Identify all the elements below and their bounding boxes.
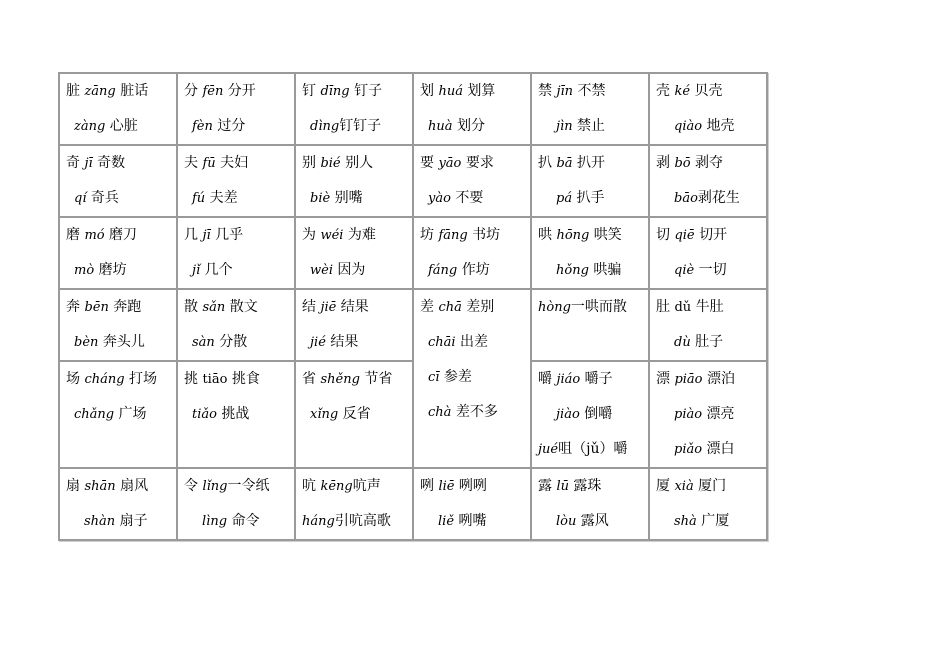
example-word: 吭声 bbox=[352, 478, 381, 494]
cell-line bbox=[650, 181, 766, 216]
table-cell bbox=[649, 73, 767, 145]
cell-line bbox=[650, 146, 766, 181]
pinyin-text: dīng bbox=[320, 84, 350, 99]
pinyin-text: piāo bbox=[674, 372, 703, 387]
example-word: 漂亮 bbox=[702, 406, 735, 422]
cell-line bbox=[650, 469, 766, 504]
example-word: 奔跑 bbox=[108, 299, 142, 315]
example-word: 过分 bbox=[212, 118, 246, 134]
character-text: 场 bbox=[66, 371, 85, 387]
example-word: 漂泊 bbox=[702, 371, 735, 387]
character-text: 散 bbox=[184, 299, 203, 315]
cell-line bbox=[178, 181, 294, 216]
cell-line bbox=[414, 253, 530, 288]
example-word: 咀（jǔ）嚼 bbox=[558, 441, 628, 457]
cell-line bbox=[532, 469, 648, 504]
cell-line bbox=[296, 290, 412, 325]
example-word: 挑食 bbox=[227, 371, 260, 387]
pinyin-text: lòu bbox=[556, 514, 577, 529]
character-text: 夫 bbox=[184, 155, 203, 171]
example-word: 划分 bbox=[452, 118, 485, 134]
table-cell bbox=[649, 361, 767, 468]
cell-line bbox=[296, 74, 412, 109]
example-word: 为难 bbox=[343, 227, 376, 243]
cell-line bbox=[414, 218, 530, 253]
pinyin-text: qí bbox=[74, 191, 87, 206]
pinyin-text: shěng bbox=[320, 372, 360, 387]
table-cell bbox=[413, 73, 531, 145]
cell-line bbox=[296, 362, 412, 397]
pinyin-text: cháng bbox=[84, 372, 125, 387]
pinyin-text: wéi bbox=[320, 228, 344, 243]
example-word: 切开 bbox=[694, 227, 728, 243]
cell-line bbox=[60, 325, 176, 360]
cell-line bbox=[532, 181, 648, 216]
cell-line bbox=[414, 325, 530, 360]
table-cell bbox=[177, 289, 295, 361]
example-word: 分开 bbox=[223, 83, 256, 99]
cell-line bbox=[178, 362, 294, 397]
example-word: 磨坊 bbox=[94, 262, 127, 278]
cell-line bbox=[650, 362, 766, 397]
table-cell bbox=[295, 361, 413, 468]
pinyin-text: xià bbox=[674, 479, 694, 494]
cell-line bbox=[650, 397, 766, 432]
example-word: 贝壳 bbox=[690, 83, 723, 99]
pinyin-text: bié bbox=[320, 156, 341, 171]
character-text: 结 bbox=[302, 299, 321, 315]
pinyin-text: hòng bbox=[538, 300, 571, 315]
cell-line bbox=[414, 181, 530, 216]
example-word: 磨刀 bbox=[104, 227, 138, 243]
pinyin-text: shàn bbox=[84, 514, 116, 529]
cell-line bbox=[650, 504, 766, 539]
example-word: 参差 bbox=[439, 369, 472, 385]
example-word: 不禁 bbox=[573, 83, 606, 99]
example-word: 剥花生 bbox=[697, 190, 740, 206]
pinyin-text: liě bbox=[438, 514, 455, 529]
example-word: 不要 bbox=[450, 190, 484, 206]
cell-line bbox=[60, 504, 176, 539]
character-text: 脏 bbox=[66, 83, 85, 99]
table-cell bbox=[59, 73, 177, 145]
cell-line bbox=[532, 362, 648, 397]
cell-line bbox=[296, 109, 412, 144]
table-cell bbox=[177, 73, 295, 145]
example-word: 奇兵 bbox=[86, 190, 119, 206]
example-word: 扒手 bbox=[572, 190, 605, 206]
pinyin-text: liē bbox=[438, 479, 455, 494]
character-text: 奔 bbox=[66, 299, 85, 315]
cell-line bbox=[178, 218, 294, 253]
pinyin-text: chǎng bbox=[74, 407, 115, 422]
pinyin-text: jiào bbox=[556, 407, 580, 422]
pinyin-text: fāng bbox=[438, 228, 468, 243]
pinyin-text: fáng bbox=[428, 263, 458, 278]
pinyin-text: dù bbox=[674, 335, 691, 350]
example-word: 结果 bbox=[325, 334, 359, 350]
cell-line bbox=[650, 74, 766, 109]
character-text: 哄 bbox=[538, 227, 557, 243]
example-word: 广厦 bbox=[696, 513, 730, 529]
cell-line bbox=[178, 253, 294, 288]
cell-line bbox=[650, 325, 766, 360]
cell-line bbox=[414, 504, 530, 539]
table-cell bbox=[649, 145, 767, 217]
cell-line bbox=[414, 360, 530, 395]
cell-line bbox=[532, 146, 648, 181]
table-cell bbox=[177, 468, 295, 540]
table-cell bbox=[531, 289, 649, 361]
character-text: 吭 bbox=[302, 478, 321, 494]
pinyin-text: qiē bbox=[674, 228, 695, 243]
example-word: 广场 bbox=[114, 406, 147, 422]
pinyin-text: hǒng bbox=[556, 263, 589, 278]
example-word: 扇子 bbox=[115, 513, 148, 529]
character-text: 扒 bbox=[538, 155, 557, 171]
example-word: 脏话 bbox=[115, 83, 149, 99]
character-text: 扇 bbox=[66, 478, 85, 494]
pinyin-text: fū bbox=[202, 156, 216, 171]
pinyin-text: zāng bbox=[84, 84, 116, 99]
cell-line bbox=[650, 218, 766, 253]
cell-line bbox=[60, 253, 176, 288]
table-cell bbox=[295, 217, 413, 289]
table-cell bbox=[59, 361, 177, 468]
cell-line bbox=[178, 109, 294, 144]
cell-line bbox=[414, 290, 530, 325]
example-word: 地壳 bbox=[702, 118, 735, 134]
cell-line bbox=[60, 290, 176, 325]
cell-line bbox=[532, 218, 648, 253]
pinyin-text: yāo bbox=[438, 156, 462, 171]
character-text: 奇 bbox=[66, 155, 85, 171]
character-text: 挑 bbox=[184, 371, 203, 387]
example-word: 哄骗 bbox=[588, 262, 622, 278]
table-row bbox=[59, 468, 767, 540]
example-word: 差别 bbox=[461, 299, 495, 315]
character-text: 几 bbox=[184, 227, 203, 243]
cell-line bbox=[296, 146, 412, 181]
table-cell bbox=[649, 468, 767, 540]
character-text: 禁 bbox=[538, 83, 557, 99]
table-cell bbox=[413, 145, 531, 217]
example-word: 倒嚼 bbox=[579, 406, 613, 422]
pinyin-text: jī bbox=[84, 156, 93, 171]
pinyin-text: mò bbox=[74, 263, 95, 278]
character-text: 为 bbox=[302, 227, 321, 243]
cell-line bbox=[532, 504, 648, 539]
pinyin-text: mó bbox=[84, 228, 105, 243]
table-cell bbox=[59, 289, 177, 361]
pinyin-text: bāo bbox=[674, 191, 698, 206]
pinyin-text: fēn bbox=[202, 84, 224, 99]
cell-line bbox=[532, 253, 648, 288]
cell-line bbox=[414, 469, 530, 504]
pinyin-text: piǎo bbox=[674, 442, 703, 457]
example-word: 几乎 bbox=[210, 227, 244, 243]
example-word: 钉子 bbox=[349, 83, 383, 99]
table-cell bbox=[295, 468, 413, 540]
character-text: 厦 bbox=[656, 478, 675, 494]
cell-line bbox=[296, 325, 412, 360]
example-word: 作坊 bbox=[457, 262, 490, 278]
table-cell bbox=[295, 73, 413, 145]
character-text: 咧 bbox=[420, 478, 439, 494]
example-word: 钉钉子 bbox=[339, 118, 382, 134]
pinyin-text: jié bbox=[310, 335, 326, 350]
example-word: 剥夺 bbox=[690, 155, 724, 171]
cell-line bbox=[532, 74, 648, 109]
pinyin-text: lū bbox=[556, 479, 569, 494]
example-word: 别嘴 bbox=[330, 190, 363, 206]
pinyin-text: lǐng bbox=[202, 479, 228, 494]
pinyin-text: fèn bbox=[192, 119, 213, 134]
example-word: 扇风 bbox=[115, 478, 149, 494]
example-word: 因为 bbox=[332, 262, 366, 278]
pinyin-text: qiào bbox=[674, 119, 703, 134]
cell-line bbox=[532, 290, 648, 325]
pinyin-text: dǔ bbox=[674, 300, 692, 315]
character-text: 嚼 bbox=[538, 371, 557, 387]
pinyin-text: zàng bbox=[74, 119, 106, 134]
example-word: 别人 bbox=[340, 155, 374, 171]
pinyin-text: qiè bbox=[674, 263, 695, 278]
character-text: 令 bbox=[184, 478, 203, 494]
example-word: 一切 bbox=[694, 262, 727, 278]
pinyin-text: shān bbox=[84, 479, 116, 494]
character-text: 漂 bbox=[656, 371, 675, 387]
pinyin-text: wèi bbox=[310, 263, 333, 278]
example-word: 露珠 bbox=[568, 478, 602, 494]
pinyin-text: jiáo bbox=[556, 372, 581, 387]
polyphone-table bbox=[58, 72, 768, 541]
character-text: 省 bbox=[302, 371, 321, 387]
example-word: 一哄而散 bbox=[570, 299, 627, 315]
example-word: 要求 bbox=[461, 155, 494, 171]
pinyin-text: jiē bbox=[320, 300, 337, 315]
example-word: 命令 bbox=[227, 513, 260, 529]
example-word: 划算 bbox=[462, 83, 496, 99]
table-cell bbox=[531, 73, 649, 145]
cell-line bbox=[650, 109, 766, 144]
pinyin-text: hōng bbox=[556, 228, 590, 243]
pinyin-text: bā bbox=[556, 156, 573, 171]
table-cell bbox=[59, 217, 177, 289]
pinyin-text: huá bbox=[438, 84, 463, 99]
example-word: 厦门 bbox=[693, 478, 727, 494]
table-cell bbox=[413, 217, 531, 289]
pinyin-text: pá bbox=[556, 191, 573, 206]
table-cell bbox=[177, 217, 295, 289]
cell-line bbox=[532, 432, 648, 467]
example-word: 分散 bbox=[214, 334, 248, 350]
cell-line bbox=[296, 397, 412, 432]
table-cell bbox=[531, 145, 649, 217]
example-word: 差不多 bbox=[451, 404, 498, 420]
example-word: 出差 bbox=[455, 334, 489, 350]
pinyin-text: sàn bbox=[192, 335, 215, 350]
pinyin-text: jǐ bbox=[192, 263, 201, 278]
cell-line bbox=[650, 432, 766, 467]
example-word: 奇数 bbox=[92, 155, 126, 171]
example-word: 牛肚 bbox=[691, 299, 724, 315]
cell-line bbox=[178, 74, 294, 109]
cell-line bbox=[650, 290, 766, 325]
pinyin-text: ké bbox=[674, 84, 691, 99]
pinyin-text: chāi bbox=[428, 335, 456, 350]
cell-line bbox=[178, 146, 294, 181]
pinyin-text: xǐng bbox=[310, 407, 339, 422]
cell-line bbox=[296, 218, 412, 253]
example-word: 打场 bbox=[124, 371, 158, 387]
character-text: 分 bbox=[184, 83, 203, 99]
character-text: 钉 bbox=[302, 83, 321, 99]
character-text: 剥 bbox=[656, 155, 675, 171]
character-text: 壳 bbox=[656, 83, 675, 99]
character-text: 肚 bbox=[656, 299, 675, 315]
pinyin-text: tiǎo bbox=[192, 407, 217, 422]
example-word: 咧嘴 bbox=[454, 513, 487, 529]
pinyin-text: cī bbox=[428, 370, 440, 385]
example-word: 一令纸 bbox=[227, 478, 270, 494]
table-cell bbox=[531, 217, 649, 289]
character-text: 磨 bbox=[66, 227, 85, 243]
pinyin-text: jī bbox=[202, 228, 211, 243]
cell-line bbox=[60, 218, 176, 253]
example-word: 书坊 bbox=[467, 227, 501, 243]
cell-line bbox=[60, 397, 176, 432]
character-text: 坊 bbox=[420, 227, 439, 243]
pinyin-text: biè bbox=[310, 191, 331, 206]
cell-line bbox=[178, 504, 294, 539]
example-word: 夫差 bbox=[205, 190, 238, 206]
character-text: 露 bbox=[538, 478, 557, 494]
pinyin-text: bō bbox=[674, 156, 691, 171]
table-cell bbox=[59, 468, 177, 540]
example-word: 禁止 bbox=[572, 118, 606, 134]
example-word: 露风 bbox=[576, 513, 609, 529]
table-cell bbox=[649, 217, 767, 289]
example-word: 几个 bbox=[200, 262, 233, 278]
cell-line bbox=[178, 469, 294, 504]
cell-line bbox=[178, 397, 294, 432]
pinyin-text: chā bbox=[438, 300, 462, 315]
table-row bbox=[59, 73, 767, 145]
example-word: 嚼子 bbox=[580, 371, 613, 387]
table-cell bbox=[295, 289, 413, 361]
table-cell bbox=[531, 361, 649, 468]
cell-line bbox=[296, 469, 412, 504]
cell-line bbox=[60, 362, 176, 397]
cell-line bbox=[414, 395, 530, 430]
table-cell bbox=[413, 468, 531, 540]
cell-line bbox=[296, 504, 412, 539]
pinyin-text: kēng bbox=[320, 479, 353, 494]
table-cell bbox=[413, 289, 531, 468]
example-word: 心脏 bbox=[105, 118, 138, 134]
cell-line bbox=[650, 253, 766, 288]
pinyin-text: huà bbox=[428, 119, 453, 134]
cell-line bbox=[178, 290, 294, 325]
cell-line bbox=[414, 74, 530, 109]
pinyin-text: sǎn bbox=[202, 300, 226, 315]
example-word: 肚子 bbox=[690, 334, 724, 350]
example-word: 奔头儿 bbox=[98, 334, 145, 350]
pinyin-text: háng bbox=[302, 514, 335, 529]
pinyin-text: shà bbox=[674, 514, 697, 529]
table-cell bbox=[177, 361, 295, 468]
example-word: 漂白 bbox=[702, 441, 735, 457]
table-cell bbox=[649, 289, 767, 361]
cell-line bbox=[414, 146, 530, 181]
cell-line bbox=[296, 181, 412, 216]
cell-line bbox=[60, 109, 176, 144]
table-cell bbox=[177, 145, 295, 217]
table-cell bbox=[531, 468, 649, 540]
pinyin-text: jué bbox=[538, 442, 559, 457]
cell-line bbox=[532, 109, 648, 144]
cell-line bbox=[60, 74, 176, 109]
character-text: 切 bbox=[656, 227, 675, 243]
pinyin-text: piào bbox=[674, 407, 703, 422]
example-word: 散文 bbox=[225, 299, 258, 315]
table-cell bbox=[59, 145, 177, 217]
example-word: 咧咧 bbox=[454, 478, 487, 494]
pinyin-text: lìng bbox=[202, 514, 228, 529]
character-text: 差 bbox=[420, 299, 439, 315]
table-cell bbox=[295, 145, 413, 217]
example-word: 挑战 bbox=[216, 406, 250, 422]
example-word: 结果 bbox=[336, 299, 369, 315]
pinyin-text: fú bbox=[192, 191, 206, 206]
cell-line bbox=[532, 397, 648, 432]
example-word: 夫妇 bbox=[215, 155, 249, 171]
cell-line bbox=[414, 109, 530, 144]
pinyin-text: jīn bbox=[556, 84, 574, 99]
pinyin-text: tiāo bbox=[202, 372, 228, 387]
example-word: 引吭高歌 bbox=[334, 513, 391, 529]
pinyin-text: jìn bbox=[556, 119, 573, 134]
character-text: 别 bbox=[302, 155, 321, 171]
example-word: 扒开 bbox=[572, 155, 605, 171]
pinyin-text: dìng bbox=[310, 119, 340, 134]
table-row bbox=[59, 217, 767, 289]
cell-line bbox=[296, 253, 412, 288]
example-word: 哄笑 bbox=[589, 227, 622, 243]
cell-line bbox=[60, 469, 176, 504]
pinyin-text: bèn bbox=[74, 335, 99, 350]
example-word: 节省 bbox=[359, 371, 393, 387]
example-word: 反省 bbox=[338, 406, 371, 422]
pinyin-text: yào bbox=[428, 191, 451, 206]
character-text: 划 bbox=[420, 83, 439, 99]
cell-line bbox=[178, 325, 294, 360]
character-text: 要 bbox=[420, 155, 439, 171]
pinyin-text: bēn bbox=[84, 300, 109, 315]
cell-line bbox=[60, 181, 176, 216]
pinyin-text: chà bbox=[428, 405, 452, 420]
table-row bbox=[59, 145, 767, 217]
cell-line bbox=[60, 146, 176, 181]
table-row bbox=[59, 289, 767, 361]
